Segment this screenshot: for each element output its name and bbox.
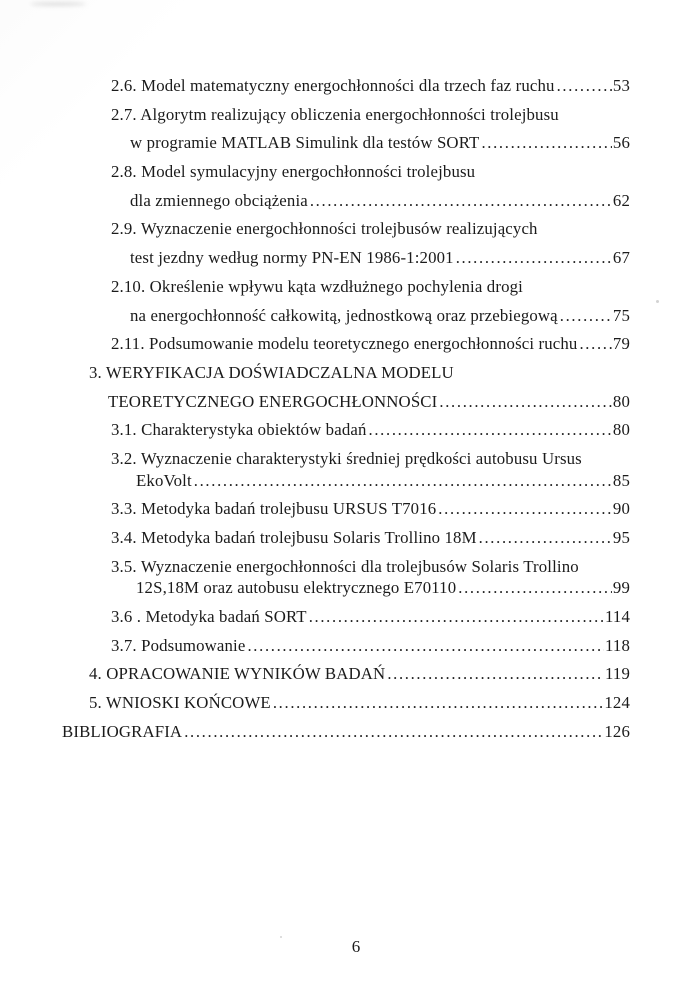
toc-page-number: 114	[605, 607, 630, 627]
toc-entry	[108, 388, 630, 417]
toc-entry	[130, 187, 630, 216]
toc-entry	[111, 158, 630, 187]
toc-entry-text: test jezdny według normy PN-EN 1986-1:2001	[130, 248, 454, 268]
toc-entry	[130, 244, 630, 273]
toc-entry-text: 3.4. Metodyka badań trolejbusu Solaris Trollino 18M	[111, 528, 477, 547]
dot-leader	[579, 330, 611, 359]
toc-page-number: 67	[612, 248, 630, 268]
toc-page-number: 56	[612, 133, 630, 153]
toc-entry-text: 3.7. Podsumowanie	[111, 635, 246, 655]
dot-leader	[309, 603, 604, 632]
toc-entry-text: 3.5. Wyznaczenie energochłonności dla trolejbusów Solaris Trollino	[111, 556, 579, 576]
dot-leader	[184, 718, 603, 747]
dot-leader	[387, 660, 604, 689]
dot-leader	[247, 632, 604, 661]
toc-entry	[111, 330, 630, 359]
toc-page-number: 118	[605, 635, 630, 655]
toc-page-number: 80	[612, 420, 630, 440]
dot-leader	[481, 129, 611, 158]
dot-leader	[273, 689, 604, 718]
toc-list	[0, 72, 630, 747]
toc-entry	[111, 215, 630, 244]
toc-entry	[111, 273, 630, 302]
toc-entry	[136, 467, 630, 496]
dot-leader	[479, 524, 612, 553]
toc-page-number: 62	[612, 190, 630, 210]
scan-speck	[656, 300, 659, 303]
toc-page-number: 53	[612, 76, 630, 95]
toc-entry-text: 3.2. Wyznaczenie charakterystyki średniej prędkości autobusu Ursus	[111, 448, 582, 468]
footer-page-number: 6	[351, 937, 361, 956]
toc-entry-text: 3.1. Charakterystyka obiektów badań	[111, 420, 367, 440]
dot-leader	[557, 72, 612, 101]
toc-entry-text: 3.6 . Metodyka badań SORT	[111, 607, 307, 627]
toc-entry-text: 2.11. Podsumowanie modelu teoretycznego energochłonności ruchu	[111, 334, 578, 354]
toc-entry	[136, 574, 630, 603]
scan-smudge	[30, 2, 86, 6]
toc-entry	[89, 689, 630, 718]
toc-page-number: 124	[604, 693, 630, 713]
toc-entry	[130, 302, 630, 331]
toc-page-number: 79	[612, 334, 630, 354]
toc-entry	[111, 416, 630, 445]
toc-entry	[130, 129, 630, 158]
toc-entry-text: 2.9. Wyznaczenie energochłonności trolejbusów realizujących	[111, 219, 538, 239]
toc-entry-text: EkoVolt	[136, 470, 192, 490]
toc-entry-text: 12S,18M oraz autobusu elektrycznego E70110	[136, 578, 457, 598]
toc-page-number: 95	[612, 528, 630, 547]
toc-entry	[111, 101, 630, 130]
toc-entry-text: TEORETYCZNEGO ENERGOCHŁONNOŚCI	[108, 391, 438, 411]
toc-entry	[111, 495, 630, 524]
dot-leader	[560, 302, 612, 331]
toc-entry	[89, 660, 630, 689]
toc-entry	[111, 72, 630, 101]
toc-page-number: 80	[612, 391, 630, 411]
dot-leader	[439, 388, 612, 417]
toc-entry-text: 3. WERYFIKACJA DOŚWIADCZALNA MODELU	[89, 362, 454, 382]
dot-leader	[438, 495, 612, 524]
toc-page-number: 99	[612, 578, 630, 598]
dot-leader	[310, 187, 612, 216]
toc-entry	[111, 603, 630, 632]
toc-page-number: 90	[612, 499, 630, 519]
toc-entry-text: 4. OPRACOWANIE WYNIKÓW BADAŃ	[89, 664, 386, 684]
toc-entry-text: dla zmiennego obciążenia	[130, 190, 308, 210]
dot-leader	[458, 574, 612, 603]
dot-leader	[456, 244, 612, 273]
dot-leader	[369, 416, 612, 445]
toc-entry-text: BIBLIOGRAFIA	[62, 721, 183, 741]
toc-entry-text: 2.10. Określenie wpływu kąta wzdłużnego pochylenia drogi	[111, 276, 523, 296]
toc-entry-text: 2.7. Algorytm realizujący obliczenia energochłonności trolejbusu	[111, 104, 559, 124]
toc-entry-text: w programie MATLAB Simulink dla testów SORT	[130, 133, 480, 153]
toc-entry-text: 2.6. Model matematyczny energochłonności dla trzech faz ruchu	[111, 76, 555, 95]
toc-entry	[111, 524, 630, 553]
toc-entry	[111, 632, 630, 661]
toc-page-number: 85	[612, 470, 630, 490]
toc-entry-text: na energochłonność całkowitą, jednostkową oraz przebiegową	[130, 305, 558, 325]
toc-entry	[62, 718, 630, 747]
toc-entry-text: 2.8. Model symulacyjny energochłonności trolejbusu	[111, 162, 476, 182]
toc-page-number: 119	[605, 664, 630, 684]
toc-entry-text: 5. WNIOSKI KOŃCOWE	[89, 693, 271, 713]
toc-entry	[89, 359, 630, 388]
toc-entry-text: 3.3. Metodyka badań trolejbusu URSUS T7016	[111, 499, 437, 519]
toc-page-number: 75	[612, 305, 630, 325]
toc-page-number: 126	[604, 721, 630, 741]
dot-leader	[194, 467, 612, 496]
